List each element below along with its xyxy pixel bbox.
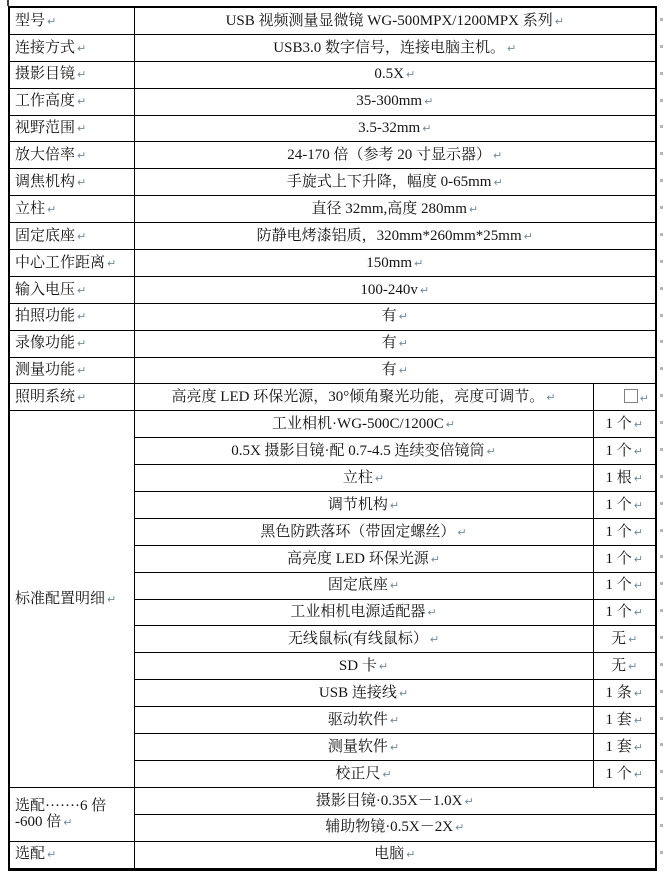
paragraph-mark-icon: ↵ bbox=[493, 176, 503, 190]
paragraph-mark-icon: ↵ bbox=[523, 229, 533, 243]
cell-text: SD 卡 bbox=[338, 658, 377, 675]
spec-label-cell bbox=[9, 88, 134, 115]
paragraph-mark-icon: ↵ bbox=[77, 149, 87, 163]
spec-value-cell bbox=[134, 115, 656, 142]
cell-text: 驱动软件 bbox=[327, 711, 388, 728]
cell-text: 有 bbox=[381, 335, 397, 352]
cell-text: 立柱 bbox=[342, 469, 373, 486]
spec-value-cell bbox=[134, 142, 656, 169]
paragraph-mark-icon: ↵ bbox=[77, 337, 87, 351]
row-end-mark bbox=[660, 233, 663, 236]
paragraph-mark-icon: ↵ bbox=[445, 418, 455, 432]
row-end-mark bbox=[660, 340, 663, 343]
table-row bbox=[9, 169, 656, 196]
cell-text: 测量功能 bbox=[15, 362, 76, 379]
spec-label-cell bbox=[9, 34, 134, 61]
row-end-mark bbox=[660, 206, 663, 209]
spec-value-cell bbox=[134, 357, 656, 384]
config-item-cell bbox=[134, 465, 593, 492]
paragraph-mark-icon: ↵ bbox=[77, 95, 87, 109]
cell-text: 1 个 bbox=[605, 765, 632, 782]
paragraph-mark-icon: ↵ bbox=[546, 391, 556, 405]
optional-item-cell bbox=[134, 814, 656, 841]
paragraph-mark-icon: ↵ bbox=[77, 41, 87, 55]
cell-text: 1 个 bbox=[605, 604, 632, 621]
paragraph-mark-icon: ↵ bbox=[47, 202, 57, 216]
paragraph-mark-icon: ↵ bbox=[633, 713, 643, 727]
paragraph-mark-icon: ↵ bbox=[77, 122, 87, 136]
paragraph-mark-icon: ↵ bbox=[633, 418, 643, 432]
paragraph-mark-icon: ↵ bbox=[77, 68, 87, 82]
config-section-label-cell bbox=[9, 411, 134, 787]
cell-text: 固定底座 bbox=[15, 227, 76, 244]
paragraph-mark-icon: ↵ bbox=[506, 41, 517, 55]
cell-text: 直径 32mm,高度 280mm bbox=[311, 200, 467, 217]
paragraph-mark-icon: ↵ bbox=[389, 713, 400, 727]
spec-value-cell bbox=[134, 276, 656, 303]
paragraph-mark-icon: ↵ bbox=[107, 592, 117, 606]
spec-value-cell bbox=[134, 7, 656, 34]
paragraph-mark-icon: ↵ bbox=[422, 122, 432, 136]
config-item-cell bbox=[134, 518, 593, 545]
table-row bbox=[9, 276, 656, 303]
cell-text: 黑色防跌落环（带固定螺丝） bbox=[260, 523, 456, 540]
optional-label-line2 bbox=[15, 814, 134, 831]
spec-label-cell bbox=[9, 357, 134, 384]
cell-text: 无 bbox=[611, 658, 627, 675]
row-end-mark bbox=[660, 394, 663, 397]
cell-text: 1 个 bbox=[605, 416, 632, 433]
cell-text: 辅助物镜·0.5X－2X bbox=[325, 819, 454, 836]
config-item-cell bbox=[134, 760, 593, 787]
row-end-mark bbox=[660, 663, 663, 666]
cell-text: 无 bbox=[611, 631, 627, 648]
cell-text: 0.5X bbox=[374, 66, 404, 83]
paragraph-mark-icon: ↵ bbox=[628, 660, 638, 674]
cell-text: 视野范围 bbox=[15, 120, 76, 137]
cell-text: 1 套 bbox=[605, 711, 632, 728]
lighting-label-cell bbox=[9, 384, 134, 411]
spec-label-cell bbox=[9, 303, 134, 330]
spec-value-cell bbox=[134, 250, 656, 277]
spec-value-cell bbox=[134, 196, 656, 223]
paragraph-mark-icon: ↵ bbox=[378, 660, 389, 674]
table-row bbox=[9, 357, 656, 384]
config-qty-cell bbox=[593, 707, 656, 734]
paragraph-mark-icon: ↵ bbox=[398, 310, 408, 324]
row-end-mark bbox=[660, 367, 663, 370]
paragraph-mark-icon: ↵ bbox=[382, 767, 392, 781]
paragraph-mark-icon: ↵ bbox=[633, 740, 643, 754]
row-end-mark bbox=[660, 314, 663, 317]
paragraph-mark-icon: ↵ bbox=[77, 176, 87, 190]
row-end-mark bbox=[660, 502, 663, 505]
row-end-mark bbox=[660, 448, 663, 451]
cell-text: 摄影目镜·0.35X－1.0X bbox=[315, 792, 463, 809]
paragraph-mark-icon: ↵ bbox=[554, 14, 564, 28]
config-item-cell bbox=[134, 626, 593, 653]
paragraph-mark-icon: ↵ bbox=[77, 391, 87, 405]
row-end-mark bbox=[660, 179, 663, 182]
paragraph-mark-icon: ↵ bbox=[427, 606, 437, 620]
paragraph-mark-icon: ↵ bbox=[633, 471, 643, 485]
table-row bbox=[9, 787, 656, 814]
row-end-mark bbox=[660, 770, 663, 773]
spec-label-cell bbox=[9, 7, 134, 34]
spec-label-cell bbox=[9, 330, 134, 357]
cell-text: 电脑 bbox=[374, 846, 405, 863]
spec-label-cell bbox=[9, 115, 134, 142]
row-end-mark bbox=[660, 260, 663, 263]
config-qty-cell bbox=[593, 626, 656, 653]
paragraph-mark-icon: ↵ bbox=[633, 579, 643, 593]
cell-text: 标准配置明细 bbox=[15, 590, 106, 607]
paragraph-mark-icon: ↵ bbox=[455, 821, 465, 835]
cell-text: 连接方式 bbox=[15, 39, 76, 56]
config-item-cell bbox=[134, 680, 593, 707]
spec-label-cell bbox=[9, 196, 134, 223]
cell-text: -600 倍 bbox=[15, 814, 62, 831]
cell-text: 0.5X 摄影目镜·配 0.7-4.5 连续变倍镜筒 bbox=[231, 442, 485, 459]
paragraph-mark-icon: ↵ bbox=[398, 686, 409, 700]
row-end-mark bbox=[660, 287, 663, 290]
paragraph-mark-icon: ↵ bbox=[633, 444, 643, 458]
config-item-cell bbox=[134, 438, 593, 465]
paragraph-mark-icon: ↵ bbox=[639, 391, 650, 405]
row-end-mark bbox=[660, 636, 663, 639]
paragraph-mark-icon: ↵ bbox=[633, 552, 643, 566]
paragraph-mark-icon: ↵ bbox=[63, 816, 73, 830]
row-end-mark bbox=[660, 475, 663, 478]
cell-text: 选配·······6 倍 bbox=[15, 797, 107, 814]
cell-text: 测量软件 bbox=[327, 738, 388, 755]
spec-table bbox=[8, 6, 657, 871]
paragraph-mark-icon: ↵ bbox=[414, 256, 424, 270]
cell-text: 工业相机电源适配器 bbox=[290, 604, 426, 621]
spec-value-cell bbox=[134, 169, 656, 196]
optional-item-cell bbox=[134, 787, 656, 814]
checkbox-unchecked-icon[interactable] bbox=[624, 389, 638, 403]
cell-text: 100-240v bbox=[360, 281, 418, 298]
paragraph-mark-icon: ↵ bbox=[47, 14, 57, 28]
cell-text: 24-170 倍（参考 20 寸显示器） bbox=[287, 147, 492, 164]
cell-text: 放大倍率 bbox=[15, 147, 76, 164]
paragraph-mark-icon: ↵ bbox=[405, 68, 416, 82]
optional-label-line1 bbox=[15, 798, 134, 815]
table-row bbox=[9, 250, 656, 277]
cell-text: 1 个 bbox=[605, 442, 632, 459]
table-row bbox=[9, 61, 656, 88]
config-item-cell bbox=[134, 734, 593, 761]
paragraph-mark-icon: ↵ bbox=[374, 471, 385, 485]
cell-text: 选配 bbox=[15, 846, 46, 863]
cell-text: USB 视频测量显微镜 WG-500MPX/1200MPX 系列 bbox=[225, 12, 553, 29]
paragraph-mark-icon: ↵ bbox=[406, 848, 416, 862]
paragraph-mark-icon: ↵ bbox=[468, 202, 479, 216]
cell-text: 1 根 bbox=[605, 469, 632, 486]
cell-text: 调节机构 bbox=[327, 496, 388, 513]
config-item-cell bbox=[134, 545, 593, 572]
table-row bbox=[9, 34, 656, 61]
cell-text: 调焦机构 bbox=[15, 174, 76, 191]
row-end-mark bbox=[660, 99, 663, 102]
cell-text: USB 连接线 bbox=[318, 684, 397, 701]
table-row bbox=[9, 330, 656, 357]
spec-value-cell bbox=[134, 34, 656, 61]
paragraph-mark-icon: ↵ bbox=[424, 95, 434, 109]
paragraph-mark-icon: ↵ bbox=[430, 552, 440, 566]
cell-text: 高亮度 LED 环保光源，30°倾角聚光功能，亮度可调节。 bbox=[171, 389, 545, 406]
lighting-checkbox-cell bbox=[593, 384, 656, 411]
paragraph-mark-icon: ↵ bbox=[389, 740, 400, 754]
optional-value-cell bbox=[134, 841, 656, 869]
config-item-cell bbox=[134, 599, 593, 626]
paragraph-mark-icon: ↵ bbox=[628, 633, 638, 647]
cell-text: 有 bbox=[381, 308, 397, 325]
spec-label-cell bbox=[9, 142, 134, 169]
table-row bbox=[9, 142, 656, 169]
config-qty-cell bbox=[593, 680, 656, 707]
table-row bbox=[9, 303, 656, 330]
row-end-mark bbox=[660, 743, 663, 746]
paragraph-mark-icon: ↵ bbox=[633, 686, 643, 700]
cell-text: 照明系统 bbox=[15, 389, 76, 406]
cell-text: 中心工作距离 bbox=[15, 254, 106, 271]
paragraph-mark-icon: ↵ bbox=[633, 606, 643, 620]
config-qty-cell bbox=[593, 411, 656, 438]
cell-text: 拍照功能 bbox=[15, 308, 76, 325]
lighting-value-cell bbox=[134, 384, 593, 411]
paragraph-mark-icon: ↵ bbox=[633, 767, 643, 781]
paragraph-mark-icon: ↵ bbox=[493, 149, 503, 163]
table-row bbox=[9, 115, 656, 142]
spec-value-cell bbox=[134, 88, 656, 115]
config-item-cell bbox=[134, 492, 593, 519]
spec-value-cell bbox=[134, 330, 656, 357]
spec-label-cell bbox=[9, 276, 134, 303]
paragraph-mark-icon: ↵ bbox=[47, 848, 57, 862]
cell-text: 手旋式上下升降，幅度 0-65mm bbox=[286, 174, 492, 191]
config-qty-cell bbox=[593, 572, 656, 599]
cell-text: 1 个 bbox=[605, 577, 632, 594]
paragraph-mark-icon: ↵ bbox=[633, 525, 643, 539]
row-end-mark bbox=[660, 72, 663, 75]
table-row bbox=[9, 7, 656, 34]
cell-text: USB3.0 数字信号，连接电脑主机。 bbox=[273, 39, 505, 56]
paragraph-mark-icon: ↵ bbox=[457, 525, 467, 539]
row-end-mark bbox=[660, 609, 663, 612]
cell-text: 3.5-32mm bbox=[358, 120, 421, 137]
cell-text: 1 个 bbox=[605, 496, 632, 513]
table-row bbox=[9, 841, 656, 869]
config-qty-cell bbox=[593, 492, 656, 519]
config-qty-cell bbox=[593, 599, 656, 626]
spec-value-cell bbox=[134, 303, 656, 330]
paragraph-mark-icon: ↵ bbox=[464, 794, 474, 808]
config-qty-cell bbox=[593, 545, 656, 572]
paragraph-mark-icon: ↵ bbox=[429, 633, 440, 647]
config-item-cell bbox=[134, 411, 593, 438]
spec-label-cell bbox=[9, 223, 134, 250]
row-end-mark bbox=[660, 797, 663, 800]
cell-text: 立柱 bbox=[15, 200, 46, 217]
cell-text: 校正尺 bbox=[335, 765, 381, 782]
row-end-mark bbox=[660, 45, 663, 48]
config-qty-cell bbox=[593, 438, 656, 465]
table-row bbox=[9, 223, 656, 250]
cell-text: 防静电烤漆铝质，320mm*260mm*25mm bbox=[256, 227, 522, 244]
cell-text: 150mm bbox=[366, 254, 413, 271]
row-end-mark bbox=[660, 851, 663, 854]
row-end-mark bbox=[660, 582, 663, 585]
cell-text: 录像功能 bbox=[15, 335, 76, 352]
cell-text: 摄影目镜 bbox=[15, 66, 76, 83]
row-end-mark bbox=[660, 18, 663, 21]
config-qty-cell bbox=[593, 518, 656, 545]
row-end-mark bbox=[660, 125, 663, 128]
row-end-mark bbox=[660, 690, 663, 693]
paragraph-mark-icon: ↵ bbox=[77, 310, 87, 324]
optional-section-label-cell bbox=[9, 787, 134, 841]
config-item-cell bbox=[134, 572, 593, 599]
cell-text: 1 个 bbox=[605, 550, 632, 567]
table-row bbox=[9, 196, 656, 223]
paragraph-mark-icon: ↵ bbox=[419, 283, 430, 297]
cell-text: 无线鼠标(有线鼠标） bbox=[287, 631, 428, 648]
cell-text: 型号 bbox=[15, 12, 46, 29]
cell-text: 高亮度 LED 环保光源 bbox=[287, 550, 429, 567]
table-row bbox=[9, 411, 656, 438]
spec-label-cell bbox=[9, 169, 134, 196]
paragraph-mark-icon: ↵ bbox=[107, 256, 117, 270]
config-item-cell bbox=[134, 707, 593, 734]
row-end-mark bbox=[660, 555, 663, 558]
row-end-mark bbox=[660, 529, 663, 532]
cell-text: 35-300mm bbox=[356, 93, 423, 110]
optional-label-cell bbox=[9, 841, 134, 869]
cell-text: 工作高度 bbox=[15, 93, 76, 110]
row-end-mark bbox=[660, 717, 663, 720]
config-qty-cell bbox=[593, 653, 656, 680]
cell-text: 1 条 bbox=[605, 684, 632, 701]
config-qty-cell bbox=[593, 465, 656, 492]
cell-text: 1 个 bbox=[605, 523, 632, 540]
paragraph-mark-icon: ↵ bbox=[77, 364, 87, 378]
table-row bbox=[9, 88, 656, 115]
cell-text: 有 bbox=[381, 362, 397, 379]
cell-text: 工业相机·WG-500C/1200C bbox=[272, 416, 444, 433]
row-end-mark bbox=[660, 421, 663, 424]
table-row bbox=[9, 384, 656, 411]
spec-label-cell bbox=[9, 250, 134, 277]
paragraph-mark-icon: ↵ bbox=[77, 229, 87, 243]
paragraph-mark-icon: ↵ bbox=[633, 498, 643, 512]
spec-label-cell bbox=[9, 61, 134, 88]
config-item-cell bbox=[134, 653, 593, 680]
paragraph-mark-icon: ↵ bbox=[77, 283, 87, 297]
config-qty-cell bbox=[593, 734, 656, 761]
paragraph-mark-icon: ↵ bbox=[398, 364, 408, 378]
paragraph-mark-icon: ↵ bbox=[398, 337, 408, 351]
cell-text: 1 套 bbox=[605, 738, 632, 755]
cell-text: 固定底座 bbox=[327, 577, 388, 594]
spec-value-cell bbox=[134, 61, 656, 88]
paragraph-mark-icon: ↵ bbox=[389, 579, 400, 593]
paragraph-mark-icon: ↵ bbox=[389, 498, 400, 512]
paragraph-mark-icon: ↵ bbox=[486, 444, 496, 458]
row-end-mark bbox=[660, 152, 663, 155]
spec-value-cell bbox=[134, 223, 656, 250]
cell-text: 输入电压 bbox=[15, 281, 76, 298]
row-end-mark bbox=[660, 824, 663, 827]
config-qty-cell bbox=[593, 760, 656, 787]
spec-table-body bbox=[9, 7, 656, 869]
